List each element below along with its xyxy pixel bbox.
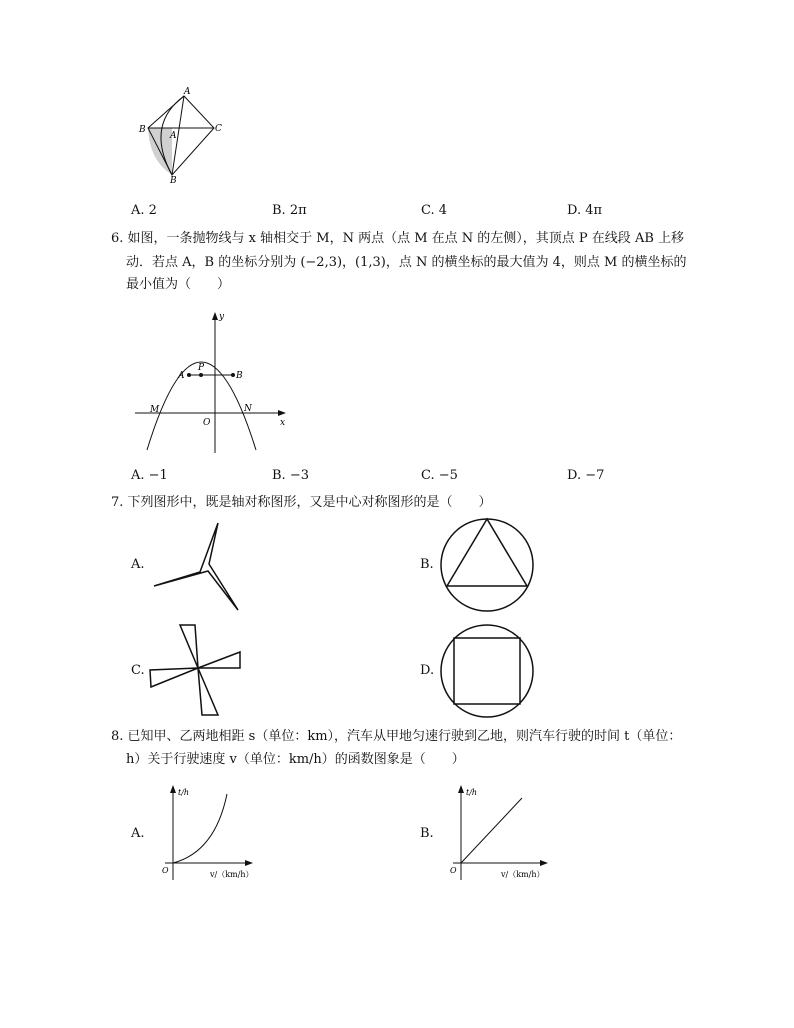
q8-a-x-arrow xyxy=(245,860,253,866)
q6-option-a[interactable]: A. −1 xyxy=(131,468,168,483)
q6-text-line3: 最小值为（ ） xyxy=(126,277,231,292)
q7-c-triangle-bottom xyxy=(198,668,218,715)
q5-label-a: A xyxy=(184,87,191,97)
q7-figure-b xyxy=(438,516,536,614)
q6-point-a xyxy=(187,373,191,377)
q8-b-label-t: t/h xyxy=(466,788,478,797)
q6-option-b[interactable]: B. −3 xyxy=(272,468,309,483)
q8-text-line1: 8. 已知甲、乙两地相距 s（单位：km），汽车从甲地匀速行驶到乙地，则汽车行驶的时间 t（单位： xyxy=(111,729,682,744)
q8-a-y-arrow xyxy=(170,785,176,793)
q6-x-arrow xyxy=(278,410,286,416)
q5-option-c[interactable]: C. 4 xyxy=(421,203,448,218)
q6-label-a: A xyxy=(178,371,185,381)
q8-graph-b xyxy=(443,782,563,882)
q8-b-label-v: v/（km/h） xyxy=(501,870,545,879)
q5-label-a-mid: A xyxy=(170,131,177,141)
q7-option-c[interactable]: C. xyxy=(131,663,145,678)
q5-option-b[interactable]: B. 2π xyxy=(272,203,307,218)
q7-d-square xyxy=(454,638,520,704)
q8-text-line2: h）关于行驶速度 v（单位：km/h）的函数图象是（ ） xyxy=(126,752,465,767)
q6-label-b: B xyxy=(236,371,243,381)
q6-label-x: x xyxy=(280,418,286,428)
q6-text-line2: 动．若点 A，B 的坐标分别为 (−2,3)，(1,3)，点 N 的横坐标的最大值为 4，则点 M 的横坐标的 xyxy=(126,255,687,270)
q8-a-label-t: t/h xyxy=(178,788,190,797)
q6-point-p xyxy=(199,373,203,377)
q5-option-d[interactable]: D. 4π xyxy=(567,203,603,218)
q7-a-pinwheel-shape xyxy=(154,523,238,610)
q6-label-m: M xyxy=(150,405,160,415)
q5-label-b-left: B xyxy=(139,125,146,135)
q7-figure-d xyxy=(438,622,536,720)
q6-figure xyxy=(130,308,300,458)
q8-option-b[interactable]: B. xyxy=(420,826,434,841)
q6-label-p: P xyxy=(198,363,205,373)
q7-option-b[interactable]: B. xyxy=(420,557,434,572)
q7-figure-c xyxy=(148,622,244,718)
q6-option-c[interactable]: C. −5 xyxy=(421,468,458,483)
q8-a-label-v: v/（km/h） xyxy=(210,870,254,879)
q6-option-d[interactable]: D. −7 xyxy=(567,468,605,483)
q7-c-triangle-right xyxy=(198,652,240,668)
q8-graph-a xyxy=(155,782,275,882)
q8-b-line xyxy=(461,798,522,863)
q5-figure xyxy=(135,85,235,185)
q8-a-label-o: O xyxy=(162,866,169,875)
q8-option-a[interactable]: A. xyxy=(131,826,145,841)
q6-text-line1: 6. 如图，一条抛物线与 x 轴相交于 M，N 两点（点 M 在点 N 的左侧），其顶点 P 在线段 AB 上移 xyxy=(111,231,685,246)
q7-c-triangle-left xyxy=(150,668,198,687)
q8-b-label-o: O xyxy=(450,866,457,875)
q8-b-y-arrow xyxy=(458,785,464,793)
q5-option-a[interactable]: A. 2 xyxy=(131,203,157,218)
q7-c-triangle-top xyxy=(180,625,198,668)
q5-label-c: C xyxy=(215,124,222,134)
q7-figure-a xyxy=(148,518,248,614)
q6-y-arrow xyxy=(212,312,218,320)
q7-text-line1: 7. 下列图形中，既是轴对称图形，又是中心对称图形的是（ ） xyxy=(111,495,492,510)
q6-label-o: O xyxy=(203,418,211,428)
q6-point-b xyxy=(231,373,235,377)
q7-b-circle xyxy=(441,519,533,611)
q8-a-curve xyxy=(173,794,227,863)
q6-label-n: N xyxy=(244,404,252,414)
q5-label-b-bottom: B xyxy=(170,176,177,185)
q7-option-d[interactable]: D. xyxy=(420,663,435,678)
q8-b-x-arrow xyxy=(540,860,548,866)
q7-option-a[interactable]: A. xyxy=(131,557,145,572)
q6-label-y: y xyxy=(219,312,225,322)
q7-d-circle xyxy=(441,625,533,717)
